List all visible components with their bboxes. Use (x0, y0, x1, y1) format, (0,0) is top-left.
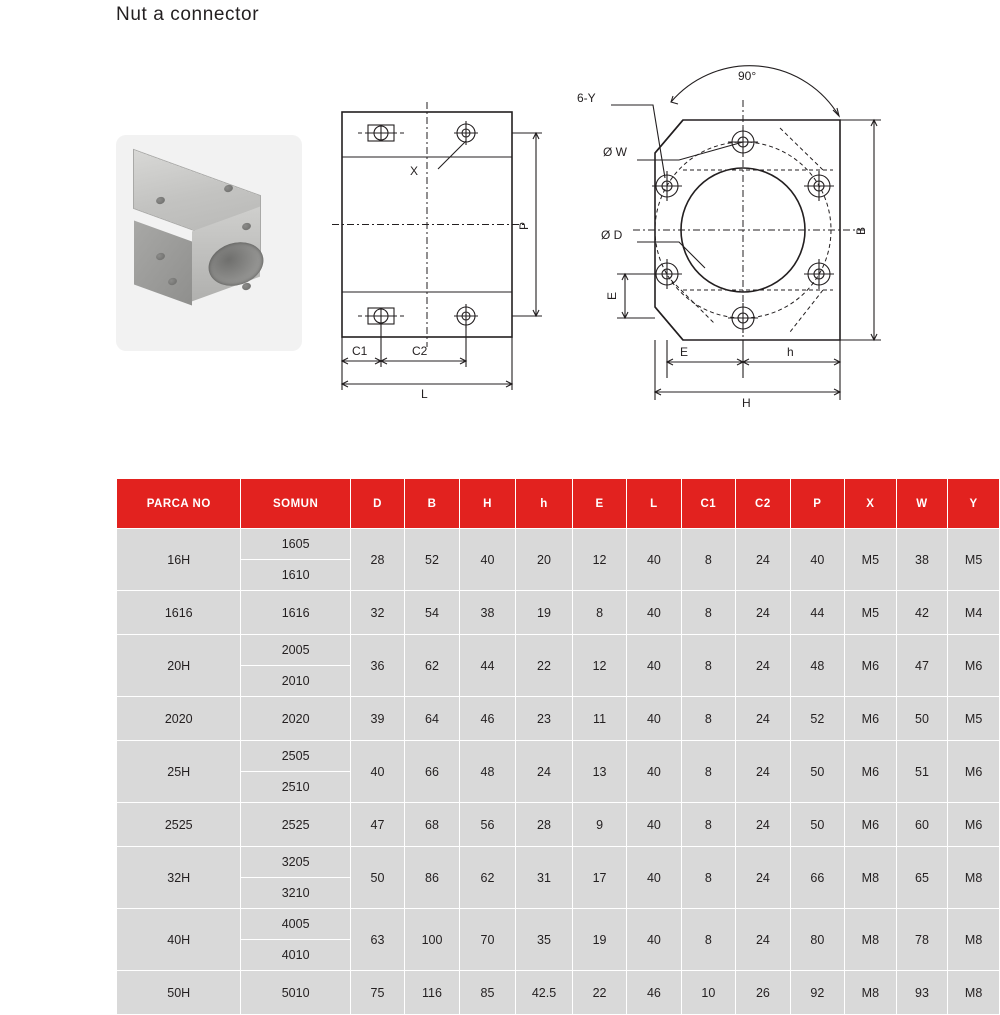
cell-d: 47 (350, 803, 404, 847)
dim-label-angle: 90° (738, 69, 757, 83)
cell-b: 52 (405, 529, 460, 591)
cell-w: 51 (896, 741, 948, 803)
cell-c1: 8 (681, 847, 736, 909)
cell-part-no: 1616 (117, 591, 241, 635)
dim-label-b: B (854, 226, 868, 235)
cell-somun: 1605 (241, 529, 350, 560)
table-header-cell: C2 (736, 479, 791, 529)
cell-p: 44 (790, 591, 844, 635)
cell-h: 48 (459, 741, 515, 803)
cell-c1: 10 (681, 971, 736, 1015)
table-header-cell: D (350, 479, 404, 529)
specification-table (116, 478, 1000, 1015)
cell-somun: 4010 (241, 940, 350, 971)
cell-w: 38 (896, 529, 948, 591)
cell-c2: 24 (736, 803, 791, 847)
cell-x: M5 (845, 529, 897, 591)
cell-h: 24 (516, 741, 573, 803)
table-header-cell: Y (948, 479, 1000, 529)
cell-d: 40 (350, 741, 404, 803)
cell-w: 42 (896, 591, 948, 635)
cell-x: M8 (845, 847, 897, 909)
cell-w: 60 (896, 803, 948, 847)
cell-x: M6 (845, 803, 897, 847)
cell-x: M6 (845, 697, 897, 741)
cell-d: 36 (350, 635, 404, 697)
cell-l: 40 (627, 697, 681, 741)
table-header-cell: P (790, 479, 844, 529)
cell-e: 11 (572, 697, 626, 741)
cell-b: 86 (405, 847, 460, 909)
dim-label-p: P (517, 221, 531, 230)
cell-h: 19 (516, 591, 573, 635)
table-header-cell: PARCA NO (117, 479, 241, 529)
table-row (117, 591, 1000, 635)
cell-l: 46 (627, 971, 681, 1015)
cell-c1: 8 (681, 697, 736, 741)
cell-part-no: 40H (117, 909, 241, 971)
cell-h: 46 (459, 697, 515, 741)
cell-h: 31 (516, 847, 573, 909)
page-title: Nut a connector (116, 4, 260, 25)
cell-e: 12 (572, 529, 626, 591)
cell-e: 12 (572, 635, 626, 697)
cell-y: M8 (948, 909, 1000, 971)
cell-part-no: 2020 (117, 697, 241, 741)
cell-w: 93 (896, 971, 948, 1015)
cell-y: M6 (948, 741, 1000, 803)
screw-hole-icon (241, 282, 252, 291)
dim-label-6y: 6-Y (577, 91, 596, 105)
cell-b: 64 (405, 697, 460, 741)
cell-e: 8 (572, 591, 626, 635)
cell-h: 23 (516, 697, 573, 741)
cell-c2: 24 (736, 635, 791, 697)
cell-l: 40 (627, 591, 681, 635)
table-row (117, 847, 1000, 878)
dim-label-dia-w: Ø W (603, 145, 627, 159)
cell-c1: 8 (681, 909, 736, 971)
dim-label-e-vertical: E (605, 291, 619, 300)
cell-somun: 2525 (241, 803, 350, 847)
table-row (117, 529, 1000, 560)
cell-d: 28 (350, 529, 404, 591)
table-header-cell: E (572, 479, 626, 529)
dim-label-x: X (410, 164, 419, 178)
cell-x: M8 (845, 909, 897, 971)
cell-somun: 3205 (241, 847, 350, 878)
cell-y: M8 (948, 847, 1000, 909)
table-header-row (117, 479, 1000, 529)
cell-e: 9 (572, 803, 626, 847)
cell-somun: 2020 (241, 697, 350, 741)
table-header-cell: W (896, 479, 948, 529)
cell-e: 17 (572, 847, 626, 909)
cell-h: 42.5 (516, 971, 573, 1015)
cell-h: 62 (459, 847, 515, 909)
cell-x: M6 (845, 635, 897, 697)
cell-c1: 8 (681, 591, 736, 635)
dim-label-dia-d: Ø D (601, 228, 623, 242)
cell-e: 13 (572, 741, 626, 803)
dim-label-l: L (421, 387, 428, 401)
cell-c2: 24 (736, 529, 791, 591)
cell-w: 50 (896, 697, 948, 741)
dim-label-h-small: h (787, 345, 794, 359)
table-header-cell: C1 (681, 479, 736, 529)
table-header-cell: H (459, 479, 515, 529)
cell-part-no: 16H (117, 529, 241, 591)
cell-somun: 2505 (241, 741, 350, 772)
cell-p: 50 (790, 803, 844, 847)
cell-somun: 4005 (241, 909, 350, 940)
table-header-cell: SOMUN (241, 479, 350, 529)
dim-label-h-big: H (742, 396, 751, 410)
cell-y: M5 (948, 529, 1000, 591)
product-photo-illustration (116, 135, 302, 351)
cell-c2: 26 (736, 971, 791, 1015)
cell-l: 40 (627, 635, 681, 697)
cell-h: 28 (516, 803, 573, 847)
cell-c2: 24 (736, 847, 791, 909)
cell-b: 116 (405, 971, 460, 1015)
cell-w: 47 (896, 635, 948, 697)
cell-e: 22 (572, 971, 626, 1015)
cell-c2: 24 (736, 697, 791, 741)
table-row (117, 741, 1000, 772)
cell-p: 48 (790, 635, 844, 697)
table-header-cell: B (405, 479, 460, 529)
cell-y: M8 (948, 971, 1000, 1015)
cell-somun: 2010 (241, 666, 350, 697)
cell-d: 50 (350, 847, 404, 909)
cell-h: 40 (459, 529, 515, 591)
cell-somun: 2510 (241, 772, 350, 803)
cell-l: 40 (627, 909, 681, 971)
table-row (117, 909, 1000, 940)
cell-e: 19 (572, 909, 626, 971)
cell-x: M6 (845, 741, 897, 803)
cell-d: 63 (350, 909, 404, 971)
cell-l: 40 (627, 529, 681, 591)
product-photo (116, 135, 302, 351)
table-row (117, 635, 1000, 666)
cell-l: 40 (627, 803, 681, 847)
table-row (117, 697, 1000, 741)
cell-c2: 24 (736, 909, 791, 971)
cell-somun: 2005 (241, 635, 350, 666)
cell-p: 52 (790, 697, 844, 741)
table-header-cell: X (845, 479, 897, 529)
cell-h: 85 (459, 971, 515, 1015)
cell-x: M5 (845, 591, 897, 635)
cell-somun: 1610 (241, 560, 350, 591)
dim-label-c2: C2 (412, 344, 428, 358)
cell-d: 75 (350, 971, 404, 1015)
cell-c1: 8 (681, 635, 736, 697)
cell-b: 68 (405, 803, 460, 847)
cell-y: M6 (948, 803, 1000, 847)
cell-c2: 24 (736, 591, 791, 635)
housing-front-face (134, 220, 192, 305)
cell-p: 80 (790, 909, 844, 971)
cell-b: 66 (405, 741, 460, 803)
cell-h: 35 (516, 909, 573, 971)
cell-b: 100 (405, 909, 460, 971)
cell-h: 70 (459, 909, 515, 971)
cell-x: M8 (845, 971, 897, 1015)
cell-c1: 8 (681, 741, 736, 803)
cell-w: 78 (896, 909, 948, 971)
cell-p: 92 (790, 971, 844, 1015)
cell-l: 40 (627, 847, 681, 909)
dim-label-e-horizontal: E (680, 345, 689, 359)
cell-y: M5 (948, 697, 1000, 741)
cell-h: 38 (459, 591, 515, 635)
cell-w: 65 (896, 847, 948, 909)
cell-b: 54 (405, 591, 460, 635)
cell-b: 62 (405, 635, 460, 697)
front-view-drawing (330, 95, 570, 415)
cell-part-no: 32H (117, 847, 241, 909)
cell-d: 32 (350, 591, 404, 635)
cell-part-no: 25H (117, 741, 241, 803)
dim-label-c1: C1 (352, 344, 368, 358)
cell-h: 22 (516, 635, 573, 697)
cell-h: 44 (459, 635, 515, 697)
cell-h: 56 (459, 803, 515, 847)
cell-p: 40 (790, 529, 844, 591)
cell-part-no: 2525 (117, 803, 241, 847)
section-view-drawing (575, 60, 905, 410)
cell-p: 50 (790, 741, 844, 803)
table-row (117, 971, 1000, 1015)
cell-somun: 3210 (241, 878, 350, 909)
cell-somun: 1616 (241, 591, 350, 635)
cell-part-no: 20H (117, 635, 241, 697)
cell-p: 66 (790, 847, 844, 909)
cell-d: 39 (350, 697, 404, 741)
cell-c1: 8 (681, 803, 736, 847)
cell-y: M4 (948, 591, 1000, 635)
table-header-cell: h (516, 479, 573, 529)
cell-l: 40 (627, 741, 681, 803)
table-header-cell: L (627, 479, 681, 529)
table-row (117, 803, 1000, 847)
cell-somun: 5010 (241, 971, 350, 1015)
cell-c1: 8 (681, 529, 736, 591)
cell-y: M6 (948, 635, 1000, 697)
cell-part-no: 50H (117, 971, 241, 1015)
cell-c2: 24 (736, 741, 791, 803)
cell-h: 20 (516, 529, 573, 591)
